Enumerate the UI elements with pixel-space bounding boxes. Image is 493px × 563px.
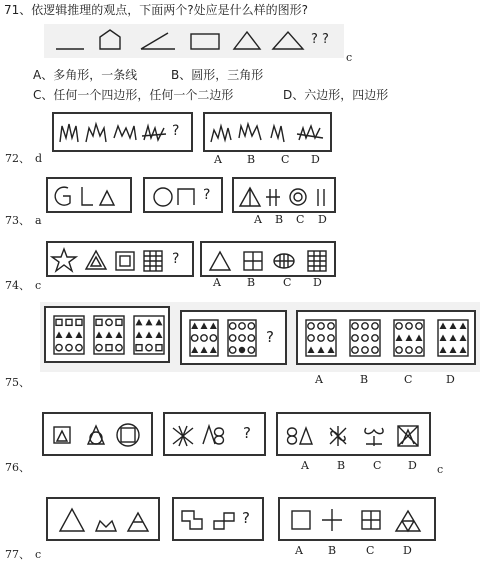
q74-option-figures <box>202 243 338 279</box>
q75-symbol <box>308 323 314 329</box>
q76-option-b-figure <box>330 426 346 446</box>
q73-arch-shape <box>178 189 194 205</box>
q75-symbol <box>191 323 198 330</box>
q75-symbol <box>318 347 325 354</box>
q77-triangle-shape <box>60 509 84 531</box>
q75-symbol <box>210 323 217 330</box>
q75-symbol <box>406 347 412 353</box>
q75-symbol <box>116 344 122 350</box>
q75-symbol <box>460 335 467 342</box>
q75-symbol <box>136 345 142 351</box>
q73-l-shape <box>82 187 93 205</box>
q72-choice-a: A <box>214 153 222 166</box>
q72-choice-d: D <box>311 153 320 166</box>
q76-choice-c: C <box>373 459 382 472</box>
q74-question-panel <box>46 241 194 277</box>
q75-symbol <box>76 344 82 350</box>
q75-symbol <box>156 319 163 326</box>
q76-panel-2-figures <box>165 414 268 458</box>
q75-symbol <box>191 347 198 354</box>
q77-question-panel-2 <box>172 497 264 541</box>
q77-options-panel <box>278 497 436 541</box>
q75-options-panel <box>296 310 476 365</box>
q73-answer: a <box>35 214 42 227</box>
q75-symbol <box>106 332 113 339</box>
q77-question-panel-1 <box>46 497 160 541</box>
q75-symbol <box>248 347 254 353</box>
q72-question-panel <box>52 112 193 152</box>
q77-option-d-figure <box>396 511 420 531</box>
q77-question-mark: ? <box>242 509 250 527</box>
q72-option-d-figure <box>297 126 323 140</box>
q77-choice-b: B <box>328 544 337 557</box>
q75-number: 75、 <box>5 376 30 389</box>
q75-symbol <box>156 332 163 339</box>
q75-symbol <box>76 332 83 339</box>
q71-option-d: D、六边形，四边形 <box>283 88 389 102</box>
q76-choice-d: D <box>408 459 417 472</box>
q75-symbol <box>318 323 324 329</box>
q73-number: 73、 <box>5 214 30 227</box>
q73-circle-shape <box>154 188 172 206</box>
q73-question-mark: ? <box>203 187 211 203</box>
q75-symbol <box>156 345 162 351</box>
q75-symbol <box>116 319 122 325</box>
q72-options-panel <box>203 112 332 152</box>
q75-symbol <box>96 319 102 325</box>
q75-symbol <box>308 347 315 354</box>
q75-symbol <box>116 332 123 339</box>
q77-folded-shape <box>96 521 116 531</box>
q75-symbol <box>229 335 235 341</box>
q77-option-b-figure <box>322 509 342 531</box>
q75-symbol <box>229 323 235 329</box>
q76-question-panel-2 <box>163 412 266 456</box>
q77-option-figures <box>280 499 438 543</box>
q76-panel-1-figures <box>44 414 155 458</box>
q75-symbol <box>146 344 152 350</box>
q71-pentagon-shape <box>100 30 120 49</box>
q72-fig1 <box>60 124 78 142</box>
q76-triangle-clover-shape <box>203 426 224 444</box>
q71-option-a: A、多角形，一条线 <box>33 68 138 82</box>
q75-symbol <box>362 323 368 329</box>
q75-symbol <box>146 332 153 339</box>
q75-symbol <box>56 344 62 350</box>
q75-symbol <box>416 323 422 329</box>
q71-angle-shape <box>141 33 175 49</box>
q77-offset-square-shape <box>214 513 234 529</box>
q75-symbol <box>96 332 103 339</box>
q72-fig4 <box>142 126 166 140</box>
q71-triangle-large-shape <box>273 32 303 49</box>
q75-symbol <box>201 335 207 341</box>
q73-g-shape <box>55 187 70 205</box>
q75-choice-a: A <box>315 373 323 386</box>
q74-choice-b: B <box>247 276 256 289</box>
q75-symbol <box>362 347 368 353</box>
q72-choice-c: C <box>281 153 290 166</box>
q75-symbol <box>328 323 334 329</box>
q71-option-b: B、圆形，三角形 <box>171 68 264 82</box>
q74-nested-square-shape <box>116 252 134 270</box>
q75-symbol <box>210 335 216 341</box>
q75-choice-b: B <box>360 373 369 386</box>
q76-answer: c <box>437 463 444 476</box>
q75-symbol <box>352 323 358 329</box>
q77-answer: c <box>35 548 42 561</box>
q75-option-figures <box>298 312 478 367</box>
q76-choice-a: A <box>301 459 309 472</box>
q77-panel-1-figures <box>48 499 162 543</box>
q75-symbol <box>440 323 447 330</box>
q76-number: 76、 <box>5 461 30 474</box>
q74-choice-a: A <box>213 276 221 289</box>
q74-question-mark: ? <box>172 251 180 267</box>
q72-question-mark: ? <box>172 123 180 139</box>
q75-symbol <box>239 335 245 341</box>
q72-option-a-figure <box>211 126 231 142</box>
q77-stepped-square-shape <box>182 511 202 529</box>
q72-number: 72、 <box>5 152 30 165</box>
q75-symbol <box>210 347 217 354</box>
q72-choice-b: B <box>247 153 256 166</box>
q75-symbol <box>440 347 447 354</box>
q75-symbol <box>460 347 467 354</box>
q76-option-figures <box>278 414 433 458</box>
q75-symbol <box>308 335 314 341</box>
q75-question-mark: ? <box>266 328 274 346</box>
q73-option-d-figure <box>318 189 324 206</box>
q75-symbol <box>328 335 334 341</box>
q75-symbol <box>201 347 208 354</box>
q76-choice-b: B <box>337 459 346 472</box>
q75-symbol <box>248 323 254 329</box>
q75-symbol <box>450 347 457 354</box>
q75-symbol <box>372 335 378 341</box>
q72-fig3 <box>114 126 136 140</box>
q75-panel-1-figures <box>46 308 172 365</box>
q74-nested-triangle-shape <box>86 251 106 269</box>
q71-question: 71、依逻辑推理的观点，下面两个?处应是什么样的图形? <box>4 3 309 17</box>
q71-rectangle-shape <box>191 34 219 49</box>
q76-option-c-figure <box>365 428 383 446</box>
q75-choice-d: D <box>446 373 455 386</box>
q73-choice-d: D <box>318 213 327 226</box>
q71-triangle-shape <box>234 32 260 49</box>
q73-option-figures <box>234 179 338 215</box>
q77-split-triangle-shape <box>128 513 148 531</box>
q75-symbol <box>66 319 72 325</box>
q76-question-panel-1 <box>42 412 153 456</box>
q71-option-c: C、任何一个四边形，任何一个二边形 <box>33 88 234 102</box>
q75-symbol <box>191 335 197 341</box>
q74-number: 74、 <box>5 279 30 292</box>
q75-symbol <box>460 323 467 330</box>
q75-symbol <box>96 344 102 350</box>
q76-options-panel <box>276 412 431 456</box>
q77-choice-c: C <box>366 544 375 557</box>
q75-symbol <box>396 323 402 329</box>
q75-symbol <box>362 335 368 341</box>
q73-choice-b: B <box>275 213 284 226</box>
q75-symbol <box>106 319 112 325</box>
q76-star-cross-shape <box>173 426 193 446</box>
q75-symbol <box>136 332 143 339</box>
q77-choice-a: A <box>295 544 303 557</box>
q75-symbol <box>328 347 335 354</box>
q75-symbol <box>136 319 143 326</box>
q75-symbol <box>66 344 72 350</box>
q74-choice-d: D <box>313 276 322 289</box>
q75-symbol <box>396 347 402 353</box>
q73-panel-1-figures <box>48 179 134 215</box>
q75-symbol <box>352 335 358 341</box>
q75-symbol <box>416 347 422 353</box>
q73-panel-2 <box>143 177 223 213</box>
q75-symbol <box>352 347 358 353</box>
q75-symbol <box>318 335 324 341</box>
q75-symbol <box>248 335 254 341</box>
q75-symbol <box>229 347 235 353</box>
q71-question-marks: ? ? <box>311 32 329 47</box>
q73-choice-a: A <box>254 213 262 226</box>
q73-choice-c: C <box>296 213 305 226</box>
q75-question-panel-2 <box>180 310 287 365</box>
q76-question-mark: ? <box>243 424 251 442</box>
q74-options-panel <box>200 241 336 277</box>
q74-star-shape <box>52 249 76 271</box>
q72-option-figures <box>205 114 334 154</box>
q77-option-a-figure <box>292 511 310 529</box>
q73-option-c-figure <box>290 189 306 205</box>
q74-choice-c: C <box>283 276 292 289</box>
q75-symbol <box>416 335 423 342</box>
q75-symbol <box>76 319 82 325</box>
q77-panel-2-figures <box>174 499 266 543</box>
q73-options-panel <box>232 177 336 213</box>
q75-symbol <box>56 319 62 325</box>
q75-symbol <box>372 347 378 353</box>
q73-option-a-figure <box>240 188 260 206</box>
q72-option-b-figure <box>239 124 261 140</box>
q74-option-a-figure <box>210 252 230 270</box>
q71-figure-strip <box>44 24 344 58</box>
q71-answer: c <box>346 51 353 64</box>
q75-card <box>350 320 380 356</box>
q76-option-a-figure <box>288 428 313 444</box>
q73-panel-2-figures <box>145 179 225 215</box>
q75-symbol <box>372 323 378 329</box>
q75-symbol <box>406 335 413 342</box>
q75-symbol <box>66 332 73 339</box>
q75-symbol <box>440 335 447 342</box>
q72-fig2 <box>86 124 106 142</box>
q75-choice-c: C <box>404 373 413 386</box>
q75-symbol <box>239 323 245 329</box>
q73-triangle-shape <box>100 191 114 205</box>
q75-symbol <box>450 335 457 342</box>
q75-symbol <box>56 332 63 339</box>
q75-symbol <box>146 319 153 326</box>
q75-question-panel-1 <box>44 306 170 363</box>
q77-number: 77、 <box>5 548 30 561</box>
q75-symbol <box>396 335 403 342</box>
q75-symbol <box>201 323 208 330</box>
q75-symbol <box>450 323 457 330</box>
q77-choice-d: D <box>403 544 412 557</box>
q75-symbol <box>239 347 245 353</box>
q74-answer: c <box>35 279 42 292</box>
q72-answer: d <box>35 152 43 165</box>
q73-option-b-figure <box>266 189 280 206</box>
q72-option-c-figure <box>271 126 284 142</box>
q75-symbol <box>106 345 112 351</box>
q71-figure-sequence <box>44 24 344 58</box>
q75-symbol <box>406 323 412 329</box>
q73-panel-1 <box>46 177 132 213</box>
